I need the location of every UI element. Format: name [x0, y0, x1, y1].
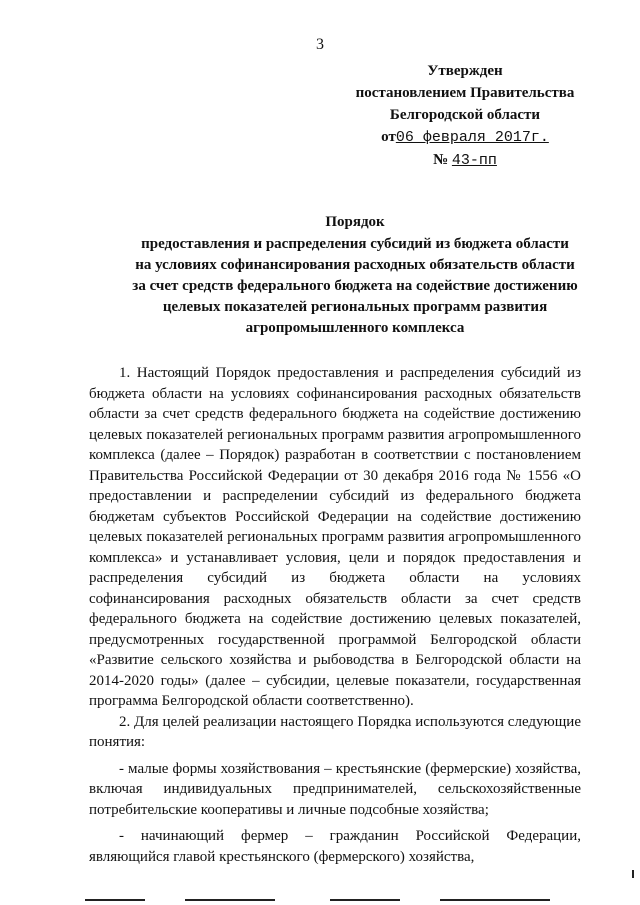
approval-stamp	[300, 60, 630, 172]
paragraph-2: 2. Для целей реализации настоящего Порядка используются следующие понятия:	[89, 713, 581, 750]
title-line-5: агропромышленного комплекса	[245, 320, 465, 336]
approval-date	[300, 126, 630, 149]
paragraph-4: - начинающий фермер – гражданин Российской Федерации, являющийся главой крестьянского (фермерского) хозяйства,	[89, 828, 581, 865]
approval-date-prefix: от	[381, 129, 396, 145]
title-line-4: целевых показателей региональных программ развития	[162, 299, 548, 315]
approval-date-value: 06 февраля 2017г.	[395, 129, 549, 146]
approval-number-value: 43-пп	[451, 152, 497, 169]
page-number: 3	[316, 36, 324, 53]
scan-artifact-bottom-3	[330, 899, 400, 901]
title-line-2: на условиях софинансирования расходных обязательств области	[135, 257, 575, 273]
approval-line-1: Утвержден	[427, 63, 503, 79]
scan-artifact-right	[632, 870, 634, 878]
approval-line-3: Белгородской области	[389, 107, 541, 123]
document-body	[89, 363, 581, 867]
title-line-1: предоставления и распределения субсидий из бюджета области	[141, 236, 569, 252]
scan-artifact-bottom-1	[85, 899, 145, 901]
paragraph-3: - малые формы хозяйствования – крестьянские (фермерские) хозяйства, включая индивидуальных предпринимателей, сельскохозяйственные потребительские кооперативы и личные подсобные хозяйства;	[89, 760, 581, 818]
title-heading: Порядок	[325, 214, 385, 230]
title-line-3: за счет средств федерального бюджета на содействие достижению	[132, 278, 578, 294]
approval-number	[300, 149, 630, 172]
approval-number-prefix: №	[433, 152, 449, 168]
approval-line-2: постановлением Правительства	[355, 85, 575, 101]
scan-artifact-bottom-4	[440, 899, 550, 901]
document-title	[95, 212, 615, 339]
scan-artifact-bottom-2	[185, 899, 275, 901]
paragraph-1: 1. Настоящий Порядок предоставления и распределения субсидий из бюджета области на условиях софинансирования расходных обязательств области за счет средств федерального бюджета на содействие достижению целевых показателей региональных программ развития агропромышленного комплекса (далее – Порядок) разработан в соответствии с постановлением Правительства Российской Федерации от 30 декабря 2016 года № 1556 «О предоставлении и распределении субсидий из федерального бюджета бюджетам субъектов Российской Федерации на содействие достижению целевых показателей региональных программ развития агропромышленного комплекса» и устанавливает условия, цели и порядок предоставления и распределения субсидий из бюджета области на условиях софинансирования расходных обязательств области за счет средств федерального бюджета на содействие достижению целевых показателей, предусмотренных государственной программой Белгородской области «Развитие сельского хозяйства и рыбоводства в Белгородской области на 2014-2020 годы» (далее – субсидии, целевые показатели, государственная программа Белгородской области соответственно).	[89, 365, 581, 709]
